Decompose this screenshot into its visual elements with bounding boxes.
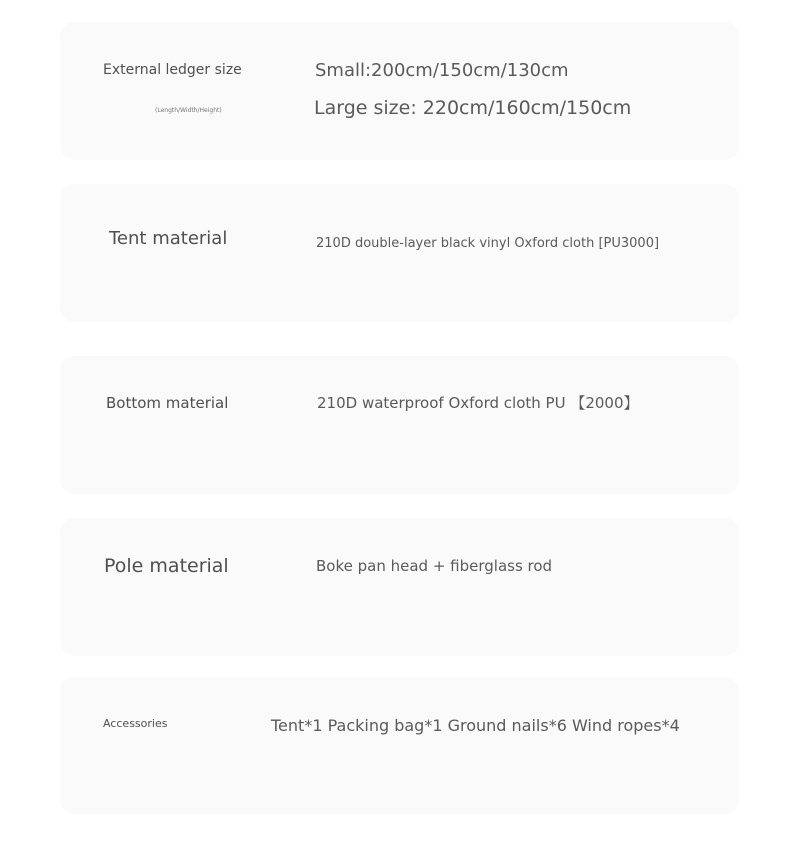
- spec-label-tent-material: Tent material: [109, 228, 228, 249]
- spec-card-pole-material: [60, 518, 739, 656]
- spec-sublabel-dimensions: (Length/Width/Height): [155, 107, 222, 114]
- spec-label-bottom-material: Bottom material: [106, 394, 229, 412]
- spec-value-tent-material: 210D double-layer black vinyl Oxford cloth [PU3000]: [316, 236, 660, 251]
- spec-card-accessories: [60, 677, 739, 814]
- spec-card-external-size: [60, 22, 739, 160]
- spec-label-pole-material: Pole material: [104, 555, 229, 577]
- spec-label-external-size: External ledger size: [103, 62, 242, 78]
- spec-value-small-size: Small:200cm/150cm/130cm: [315, 60, 569, 81]
- spec-value-large-size: Large size: 220cm/160cm/150cm: [314, 97, 632, 119]
- spec-value-bottom-material: 210D waterproof Oxford cloth PU 【2000】: [317, 394, 639, 412]
- spec-value-pole-material: Boke pan head + fiberglass rod: [316, 557, 553, 575]
- spec-value-accessories: Tent*1 Packing bag*1 Ground nails*6 Wind ropes*4: [271, 716, 680, 735]
- spec-card-tent-material: [60, 184, 739, 322]
- spec-label-accessories: Accessories: [103, 717, 168, 730]
- spec-card-bottom-material: [60, 356, 739, 494]
